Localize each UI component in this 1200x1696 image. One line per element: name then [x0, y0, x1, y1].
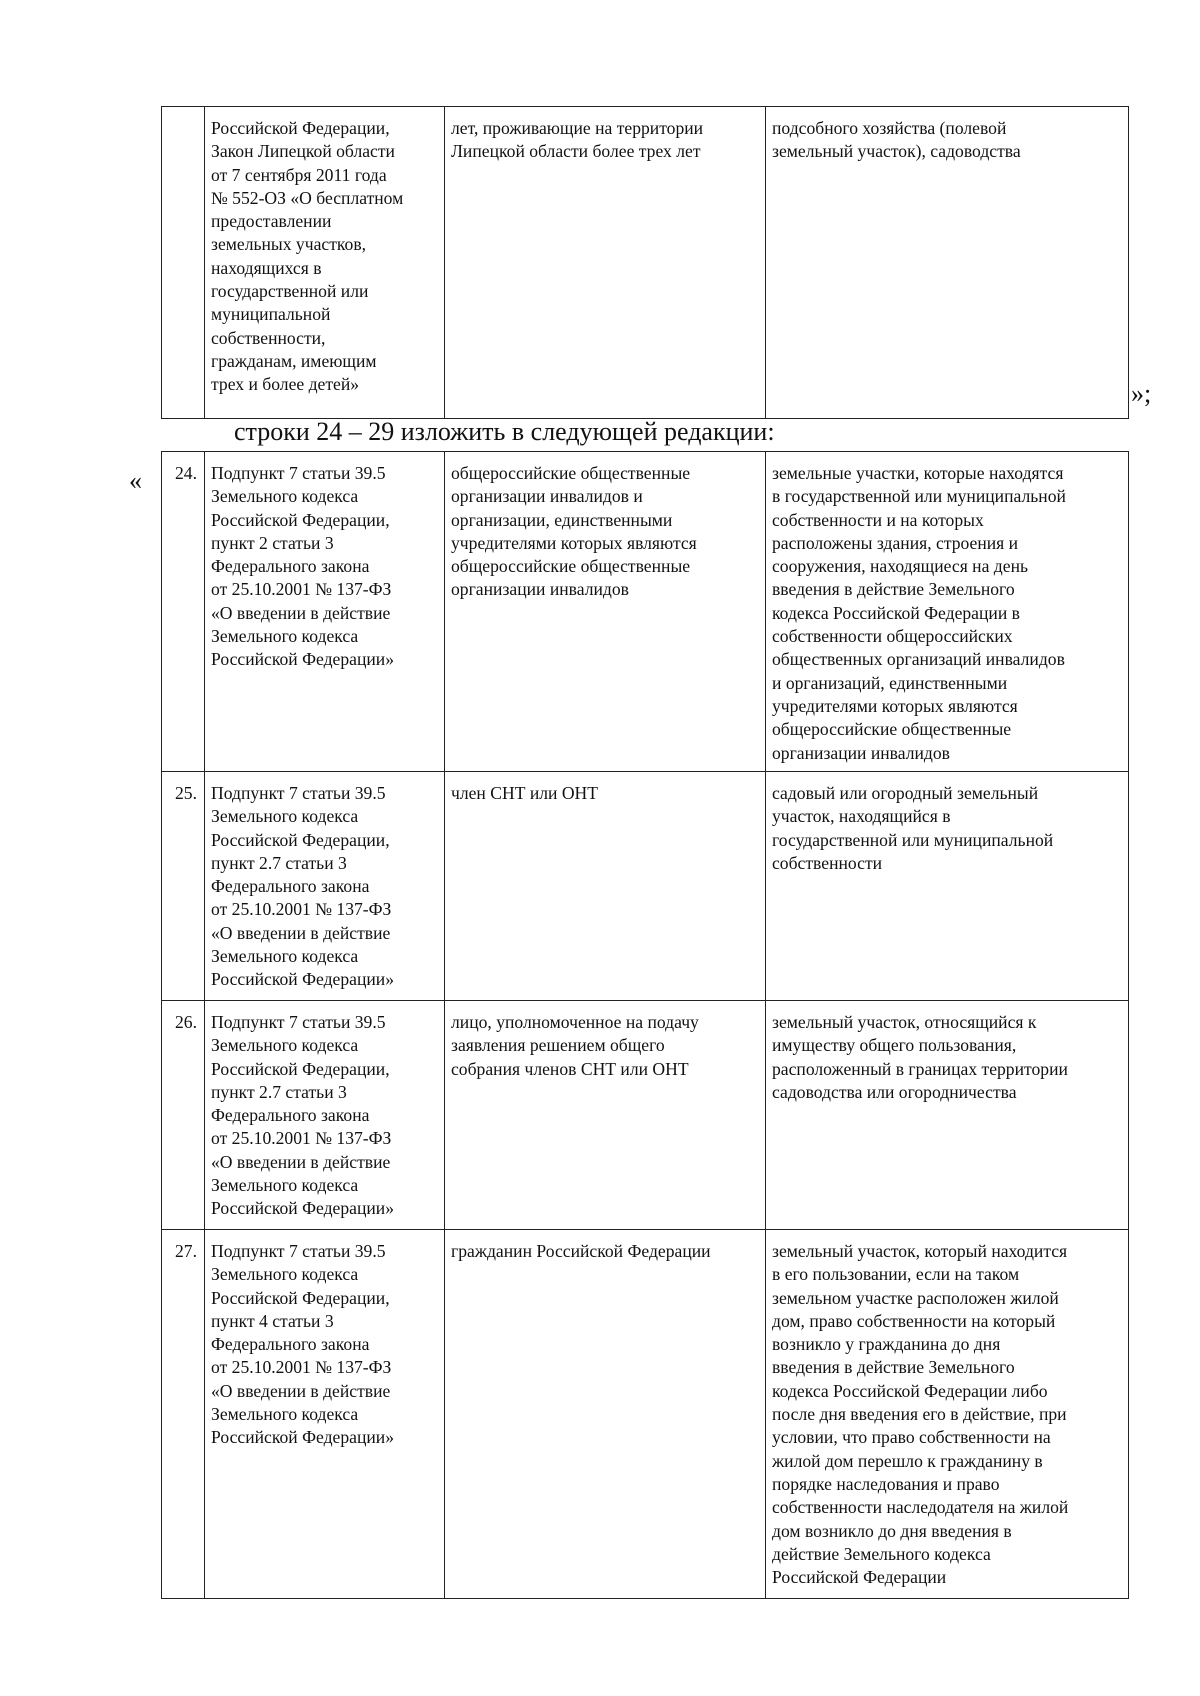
land-plot-cell: земельные участки, которые находятся в государственной или муниципальной собственности и на которых расположены здания, строения и сооружения, находящиеся на день введения в действие Земельного кодекса Российской Федерации в собственности общероссийских общественных организаций инвалидов и организаций, единственными учредителями которых являются общероссийские общественные организации инвалидов [766, 452, 1129, 772]
row-number: 25. [162, 772, 205, 1001]
legal-basis-cell: Подпункт 7 статьи 39.5 Земельного кодекса Российской Федерации, пункт 4 статьи 3 Федерального закона от 25.10.2001 № 137-ФЗ «О введении в действие Земельного кодекса Российской Федерации» [205, 1230, 445, 1599]
table-row [162, 107, 1129, 419]
land-plot-cell: садовый или огородный земельный участок, находящийся в государственной или муниципальной собственности [766, 772, 1129, 1001]
previous-rows-table [161, 106, 1129, 419]
applicant-cell: лет, проживающие на территории Липецкой области более трех лет [445, 107, 766, 419]
row-number: 27. [162, 1230, 205, 1599]
legal-basis-cell: Подпункт 7 статьи 39.5 Земельного кодекса Российской Федерации, пункт 2.7 статьи 3 Федерального закона от 25.10.2001 № 137-ФЗ «О введении в действие Земельного кодекса Российской Федерации» [205, 772, 445, 1001]
amended-rows-table [161, 451, 1129, 1599]
row-number: 26. [162, 1001, 205, 1230]
legal-basis-cell: Российской Федерации, Закон Липецкой области от 7 сентября 2011 года № 552-ОЗ «О бесплатном предоставлении земельных участков, находящихся в государственной или муниципальной собственности, гражданам, имеющим трех и более детей» [205, 107, 445, 419]
row-number [162, 107, 205, 419]
table-row [162, 772, 1129, 1001]
opening-quote: « [129, 466, 142, 495]
table-row [162, 1230, 1129, 1599]
applicant-cell: гражданин Российской Федерации [445, 1230, 766, 1599]
land-plot-cell: подсобного хозяйства (полевой земельный участок), садоводства [766, 107, 1129, 419]
applicant-cell: член СНТ или ОНТ [445, 772, 766, 1001]
land-plot-cell: земельный участок, относящийся к имуществу общего пользования, расположенный в границах территории садоводства или огородничества [766, 1001, 1129, 1230]
applicant-cell: общероссийские общественные организации инвалидов и организации, единственными учредителями которых являются общероссийские общественные организации инвалидов [445, 452, 766, 772]
table-row [162, 1001, 1129, 1230]
applicant-cell: лицо, уполномоченное на подачу заявления решением общего собрания членов СНТ или ОНТ [445, 1001, 766, 1230]
row-number: 24. [162, 452, 205, 772]
legal-basis-cell: Подпункт 7 статьи 39.5 Земельного кодекса Российской Федерации, пункт 2.7 статьи 3 Федерального закона от 25.10.2001 № 137-ФЗ «О введении в действие Земельного кодекса Российской Федерации» [205, 1001, 445, 1230]
legal-basis-cell: Подпункт 7 статьи 39.5 Земельного кодекса Российской Федерации, пункт 2 статьи 3 Федерального закона от 25.10.2001 № 137-ФЗ «О введении в действие Земельного кодекса Российской Федерации» [205, 452, 445, 772]
table-row [162, 452, 1129, 772]
amendment-heading: строки 24 – 29 изложить в следующей редакции: [234, 417, 775, 446]
land-plot-cell: земельный участок, который находится в его пользовании, если на таком земельном участке расположен жилой дом, право собственности на который возникло у гражданина до дня введения в действие Земельного кодекса Российской Федерации либо после дня введения его в действие, при условии, что право собственности на жилой дом перешло к гражданину в порядке наследования и право собственности наследодателя на жилой дом возникло до дня введения в действие Земельного кодекса Российской Федерации [766, 1230, 1129, 1599]
closing-quote: »; [1131, 379, 1152, 408]
